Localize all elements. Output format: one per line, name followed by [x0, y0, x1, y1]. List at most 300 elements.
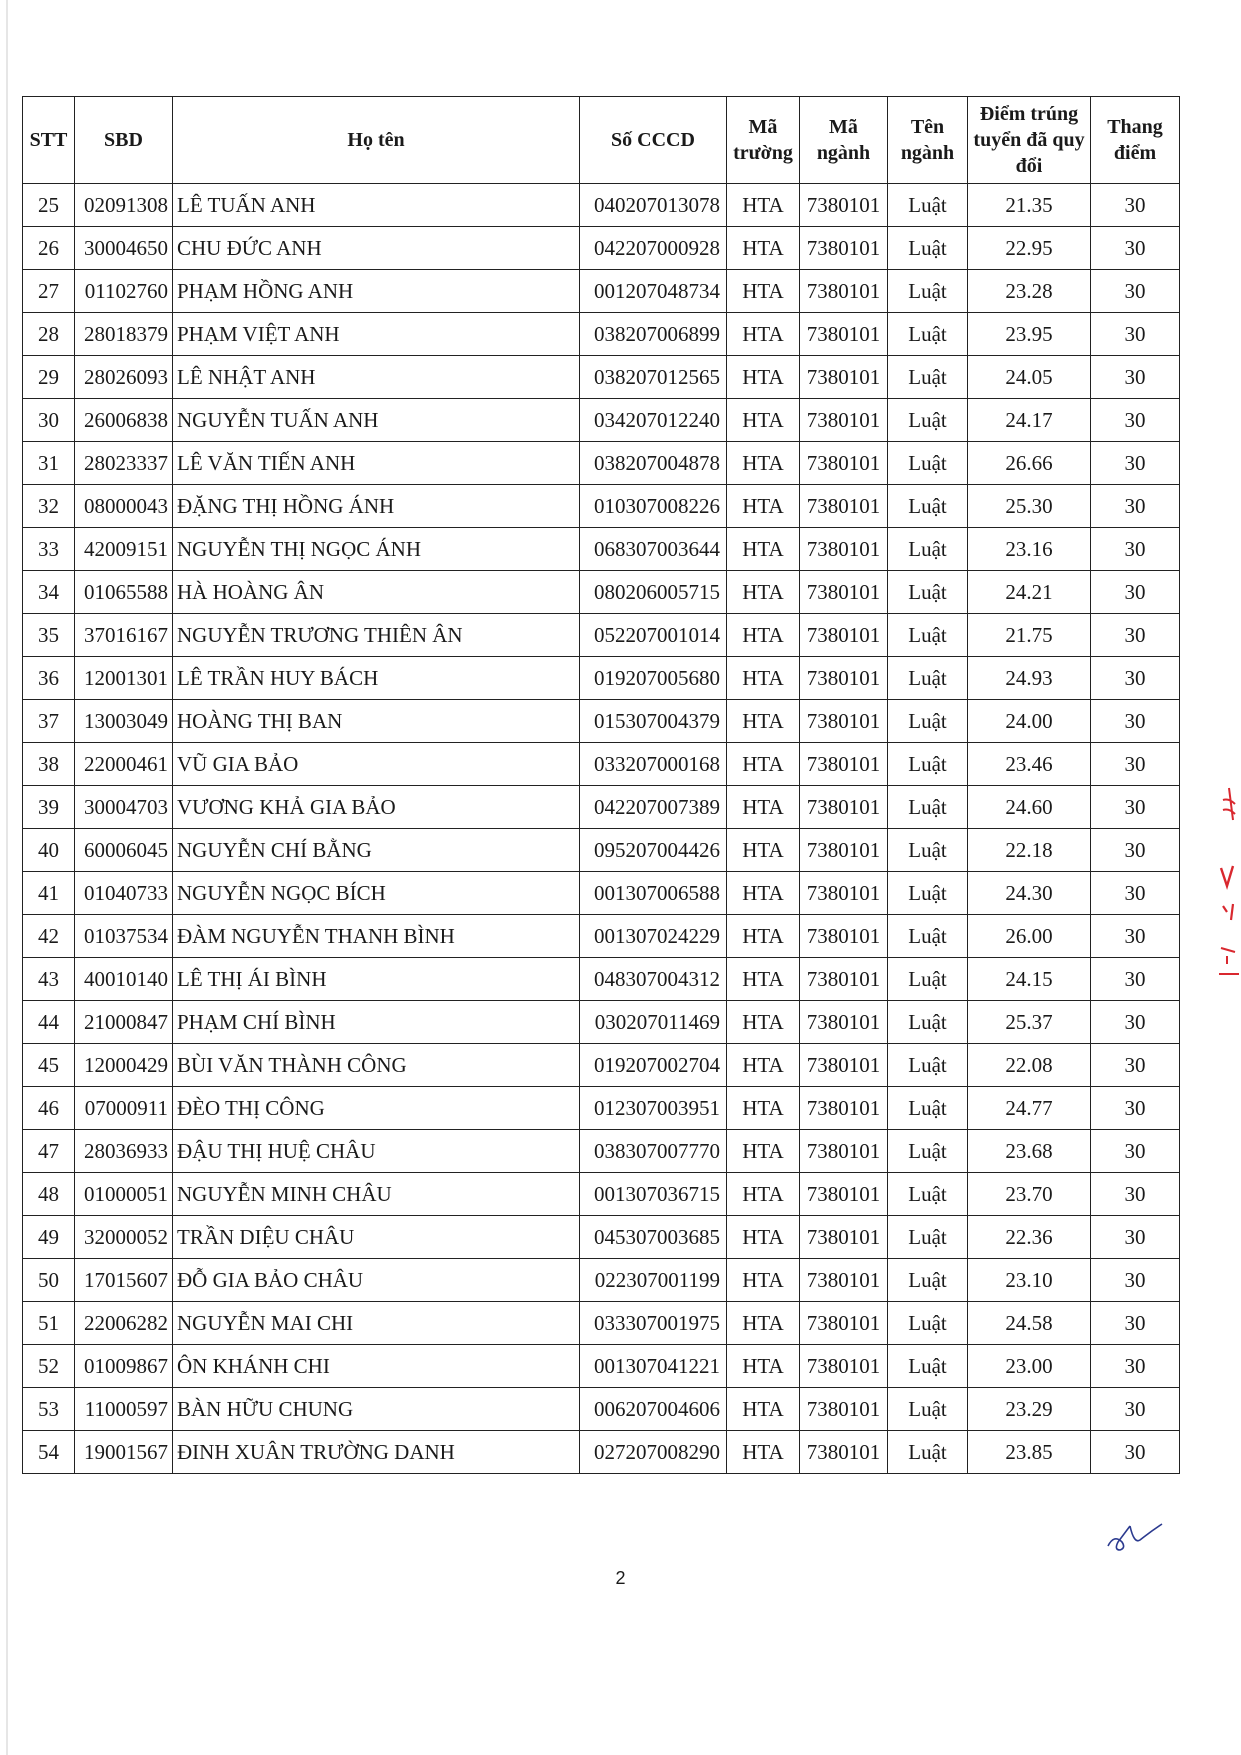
cell-ma-nganh: 7380101 — [800, 657, 888, 700]
cell-thang-diem: 30 — [1091, 1087, 1180, 1130]
cell-stt: 26 — [23, 227, 75, 270]
cell-ma-truong: HTA — [727, 786, 800, 829]
cell-diem: 23.85 — [968, 1431, 1091, 1474]
cell-thang-diem: 30 — [1091, 872, 1180, 915]
cell-ma-nganh: 7380101 — [800, 1302, 888, 1345]
cell-ho-ten: VŨ GIA BẢO — [173, 743, 580, 786]
cell-sbd: 19001567 — [75, 1431, 173, 1474]
cell-sbd: 30004703 — [75, 786, 173, 829]
cell-diem: 24.30 — [968, 872, 1091, 915]
cell-so-cccd: 042207007389 — [580, 786, 727, 829]
cell-thang-diem: 30 — [1091, 1216, 1180, 1259]
cell-so-cccd: 001307024229 — [580, 915, 727, 958]
cell-ten-nganh: Luật — [888, 743, 968, 786]
cell-stt: 29 — [23, 356, 75, 399]
cell-diem: 26.66 — [968, 442, 1091, 485]
cell-diem: 21.75 — [968, 614, 1091, 657]
cell-so-cccd: 033207000168 — [580, 743, 727, 786]
cell-sbd: 28023337 — [75, 442, 173, 485]
admission-results-table — [22, 96, 1180, 1474]
cell-ho-ten: NGUYỄN CHÍ BẰNG — [173, 829, 580, 872]
cell-ma-nganh: 7380101 — [800, 184, 888, 227]
cell-thang-diem: 30 — [1091, 786, 1180, 829]
cell-ma-truong: HTA — [727, 958, 800, 1001]
cell-ma-nganh: 7380101 — [800, 1173, 888, 1216]
cell-stt: 27 — [23, 270, 75, 313]
cell-ten-nganh: Luật — [888, 1431, 968, 1474]
cell-ten-nganh: Luật — [888, 786, 968, 829]
cell-ho-ten: NGUYỄN MINH CHÂU — [173, 1173, 580, 1216]
cell-ten-nganh: Luật — [888, 614, 968, 657]
cell-ma-truong: HTA — [727, 227, 800, 270]
cell-ma-truong: HTA — [727, 614, 800, 657]
cell-so-cccd: 030207011469 — [580, 1001, 727, 1044]
cell-so-cccd: 001207048734 — [580, 270, 727, 313]
cell-ma-truong: HTA — [727, 1087, 800, 1130]
cell-thang-diem: 30 — [1091, 571, 1180, 614]
cell-sbd: 01040733 — [75, 872, 173, 915]
cell-ten-nganh: Luật — [888, 1087, 968, 1130]
cell-ho-ten: ĐỖ GIA BẢO CHÂU — [173, 1259, 580, 1302]
cell-diem: 24.60 — [968, 786, 1091, 829]
cell-ho-ten: LÊ TRẦN HUY BÁCH — [173, 657, 580, 700]
cell-diem: 24.58 — [968, 1302, 1091, 1345]
cell-sbd: 26006838 — [75, 399, 173, 442]
cell-ten-nganh: Luật — [888, 872, 968, 915]
cell-ma-nganh: 7380101 — [800, 399, 888, 442]
cell-ten-nganh: Luật — [888, 485, 968, 528]
cell-so-cccd: 038207012565 — [580, 356, 727, 399]
cell-sbd: 11000597 — [75, 1388, 173, 1431]
table-row — [23, 184, 1180, 227]
cell-diem: 22.08 — [968, 1044, 1091, 1087]
cell-ho-ten: ĐẬU THỊ HUỆ CHÂU — [173, 1130, 580, 1173]
cell-stt: 34 — [23, 571, 75, 614]
cell-ma-truong: HTA — [727, 1173, 800, 1216]
cell-ma-nganh: 7380101 — [800, 270, 888, 313]
cell-ma-nganh: 7380101 — [800, 786, 888, 829]
cell-ma-truong: HTA — [727, 915, 800, 958]
cell-ma-nganh: 7380101 — [800, 829, 888, 872]
cell-diem: 26.00 — [968, 915, 1091, 958]
cell-ma-truong: HTA — [727, 313, 800, 356]
table-row — [23, 915, 1180, 958]
cell-ma-nganh: 7380101 — [800, 313, 888, 356]
cell-stt: 41 — [23, 872, 75, 915]
cell-so-cccd: 006207004606 — [580, 1388, 727, 1431]
cell-ten-nganh: Luật — [888, 313, 968, 356]
cell-so-cccd: 038207004878 — [580, 442, 727, 485]
cell-ten-nganh: Luật — [888, 227, 968, 270]
page-number: 2 — [615, 1568, 626, 1588]
cell-ten-nganh: Luật — [888, 270, 968, 313]
cell-ten-nganh: Luật — [888, 1302, 968, 1345]
table-row — [23, 872, 1180, 915]
cell-ten-nganh: Luật — [888, 829, 968, 872]
cell-so-cccd: 095207004426 — [580, 829, 727, 872]
cell-thang-diem: 30 — [1091, 399, 1180, 442]
cell-ma-nganh: 7380101 — [800, 1431, 888, 1474]
cell-ma-truong: HTA — [727, 571, 800, 614]
cell-so-cccd: 015307004379 — [580, 700, 727, 743]
cell-ho-ten: CHU ĐỨC ANH — [173, 227, 580, 270]
cell-ma-truong: HTA — [727, 1216, 800, 1259]
cell-ma-truong: HTA — [727, 270, 800, 313]
table-row — [23, 227, 1180, 270]
table-row — [23, 743, 1180, 786]
header-ten-nganh: Tên ngành — [888, 97, 968, 184]
cell-ho-ten: ĐÈO THỊ CÔNG — [173, 1087, 580, 1130]
table-row — [23, 657, 1180, 700]
cell-diem: 22.36 — [968, 1216, 1091, 1259]
cell-ten-nganh: Luật — [888, 657, 968, 700]
cell-so-cccd: 019207005680 — [580, 657, 727, 700]
cell-stt: 37 — [23, 700, 75, 743]
cell-stt: 50 — [23, 1259, 75, 1302]
cell-ten-nganh: Luật — [888, 356, 968, 399]
cell-ma-truong: HTA — [727, 1044, 800, 1087]
cell-thang-diem: 30 — [1091, 356, 1180, 399]
cell-ho-ten: NGUYỄN TUẤN ANH — [173, 399, 580, 442]
cell-sbd: 22000461 — [75, 743, 173, 786]
cell-diem: 25.37 — [968, 1001, 1091, 1044]
cell-diem: 21.35 — [968, 184, 1091, 227]
cell-sbd: 42009151 — [75, 528, 173, 571]
cell-diem: 25.30 — [968, 485, 1091, 528]
cell-ma-nganh: 7380101 — [800, 528, 888, 571]
table-body — [23, 184, 1180, 1474]
cell-thang-diem: 30 — [1091, 958, 1180, 1001]
cell-thang-diem: 30 — [1091, 442, 1180, 485]
cell-thang-diem: 30 — [1091, 1130, 1180, 1173]
header-sbd: SBD — [75, 97, 173, 184]
cell-thang-diem: 30 — [1091, 829, 1180, 872]
cell-stt: 46 — [23, 1087, 75, 1130]
cell-sbd: 17015607 — [75, 1259, 173, 1302]
cell-so-cccd: 038307007770 — [580, 1130, 727, 1173]
table-row — [23, 1216, 1180, 1259]
cell-ten-nganh: Luật — [888, 1001, 968, 1044]
cell-sbd: 13003049 — [75, 700, 173, 743]
cell-ho-ten: BÙI VĂN THÀNH CÔNG — [173, 1044, 580, 1087]
cell-ma-nganh: 7380101 — [800, 700, 888, 743]
cell-sbd: 01037534 — [75, 915, 173, 958]
header-diem: Điểm trúng tuyển đã quy đổi — [968, 97, 1091, 184]
cell-thang-diem: 30 — [1091, 1173, 1180, 1216]
header-ma-nganh: Mã ngành — [800, 97, 888, 184]
cell-so-cccd: 042207000928 — [580, 227, 727, 270]
results-sheet — [22, 96, 1179, 1474]
cell-so-cccd: 033307001975 — [580, 1302, 727, 1345]
cell-so-cccd: 012307003951 — [580, 1087, 727, 1130]
cell-ma-truong: HTA — [727, 743, 800, 786]
table-row — [23, 1087, 1180, 1130]
cell-thang-diem: 30 — [1091, 1044, 1180, 1087]
header-so-cccd: Số CCCD — [580, 97, 727, 184]
table-row — [23, 1130, 1180, 1173]
cell-ma-truong: HTA — [727, 1259, 800, 1302]
table-row — [23, 958, 1180, 1001]
cell-ho-ten: TRẦN DIỆU CHÂU — [173, 1216, 580, 1259]
cell-sbd: 08000043 — [75, 485, 173, 528]
cell-thang-diem: 30 — [1091, 1259, 1180, 1302]
cell-diem: 24.17 — [968, 399, 1091, 442]
cell-ma-truong: HTA — [727, 872, 800, 915]
cell-thang-diem: 30 — [1091, 184, 1180, 227]
cell-diem: 23.00 — [968, 1345, 1091, 1388]
cell-ho-ten: LÊ TUẤN ANH — [173, 184, 580, 227]
cell-stt: 25 — [23, 184, 75, 227]
cell-sbd: 22006282 — [75, 1302, 173, 1345]
cell-ma-nganh: 7380101 — [800, 1044, 888, 1087]
cell-ma-nganh: 7380101 — [800, 872, 888, 915]
cell-ho-ten: VƯƠNG KHẢ GIA BẢO — [173, 786, 580, 829]
cell-ten-nganh: Luật — [888, 571, 968, 614]
cell-thang-diem: 30 — [1091, 915, 1180, 958]
cell-so-cccd: 080206005715 — [580, 571, 727, 614]
cell-sbd: 21000847 — [75, 1001, 173, 1044]
table-row — [23, 485, 1180, 528]
header-thang-diem: Thang điểm — [1091, 97, 1180, 184]
cell-sbd: 01000051 — [75, 1173, 173, 1216]
cell-stt: 33 — [23, 528, 75, 571]
cell-diem: 23.46 — [968, 743, 1091, 786]
cell-ma-nganh: 7380101 — [800, 1216, 888, 1259]
table-row — [23, 1044, 1180, 1087]
cell-ten-nganh: Luật — [888, 915, 968, 958]
cell-stt: 42 — [23, 915, 75, 958]
table-row — [23, 786, 1180, 829]
table-row — [23, 313, 1180, 356]
cell-stt: 53 — [23, 1388, 75, 1431]
cell-ten-nganh: Luật — [888, 1216, 968, 1259]
scan-edge — [6, 0, 8, 1755]
cell-ho-ten: BÀN HỮU CHUNG — [173, 1388, 580, 1431]
cell-ma-nganh: 7380101 — [800, 958, 888, 1001]
cell-stt: 38 — [23, 743, 75, 786]
cell-ma-truong: HTA — [727, 1345, 800, 1388]
cell-diem: 22.18 — [968, 829, 1091, 872]
cell-ho-ten: ĐINH XUÂN TRƯỜNG DANH — [173, 1431, 580, 1474]
cell-ten-nganh: Luật — [888, 1173, 968, 1216]
cell-sbd: 07000911 — [75, 1087, 173, 1130]
cell-ma-truong: HTA — [727, 1001, 800, 1044]
cell-thang-diem: 30 — [1091, 1001, 1180, 1044]
cell-stt: 28 — [23, 313, 75, 356]
cell-diem: 23.70 — [968, 1173, 1091, 1216]
cell-ma-nganh: 7380101 — [800, 1130, 888, 1173]
cell-ma-nganh: 7380101 — [800, 1001, 888, 1044]
cell-ma-truong: HTA — [727, 1388, 800, 1431]
cell-diem: 23.68 — [968, 1130, 1091, 1173]
cell-so-cccd: 010307008226 — [580, 485, 727, 528]
cell-ma-nganh: 7380101 — [800, 614, 888, 657]
cell-thang-diem: 30 — [1091, 1388, 1180, 1431]
cell-ho-ten: PHẠM VIỆT ANH — [173, 313, 580, 356]
cell-ma-truong: HTA — [727, 528, 800, 571]
cell-ho-ten: ĐẶNG THỊ HỒNG ÁNH — [173, 485, 580, 528]
cell-ten-nganh: Luật — [888, 700, 968, 743]
cell-sbd: 12001301 — [75, 657, 173, 700]
cell-ma-truong: HTA — [727, 1130, 800, 1173]
cell-ma-nganh: 7380101 — [800, 1345, 888, 1388]
cell-ten-nganh: Luật — [888, 1388, 968, 1431]
cell-stt: 44 — [23, 1001, 75, 1044]
table-row — [23, 270, 1180, 313]
cell-sbd: 01009867 — [75, 1345, 173, 1388]
cell-ho-ten: NGUYỄN NGỌC BÍCH — [173, 872, 580, 915]
cell-ma-truong: HTA — [727, 829, 800, 872]
table-row — [23, 1259, 1180, 1302]
cell-ten-nganh: Luật — [888, 184, 968, 227]
table-row — [23, 829, 1180, 872]
table-row — [23, 700, 1180, 743]
cell-diem: 23.95 — [968, 313, 1091, 356]
table-row — [23, 399, 1180, 442]
cell-ma-truong: HTA — [727, 1431, 800, 1474]
cell-stt: 45 — [23, 1044, 75, 1087]
cell-ten-nganh: Luật — [888, 442, 968, 485]
cell-diem: 24.93 — [968, 657, 1091, 700]
table-row — [23, 1173, 1180, 1216]
cell-so-cccd: 001307006588 — [580, 872, 727, 915]
cell-ten-nganh: Luật — [888, 1044, 968, 1087]
cell-sbd: 40010140 — [75, 958, 173, 1001]
table-row — [23, 1431, 1180, 1474]
cell-thang-diem: 30 — [1091, 700, 1180, 743]
cell-sbd: 32000052 — [75, 1216, 173, 1259]
cell-ho-ten: ÔN KHÁNH CHI — [173, 1345, 580, 1388]
table-row — [23, 1302, 1180, 1345]
cell-ho-ten: NGUYỄN MAI CHI — [173, 1302, 580, 1345]
cell-stt: 49 — [23, 1216, 75, 1259]
cell-ho-ten: NGUYỄN TRƯƠNG THIÊN ÂN — [173, 614, 580, 657]
cell-ma-nganh: 7380101 — [800, 356, 888, 399]
cell-ho-ten: PHẠM CHÍ BÌNH — [173, 1001, 580, 1044]
cell-sbd: 12000429 — [75, 1044, 173, 1087]
cell-so-cccd: 052207001014 — [580, 614, 727, 657]
cell-ho-ten: NGUYỄN THỊ NGỌC ÁNH — [173, 528, 580, 571]
cell-ma-nganh: 7380101 — [800, 442, 888, 485]
cell-ho-ten: HOÀNG THỊ BAN — [173, 700, 580, 743]
table-row — [23, 528, 1180, 571]
table-row — [23, 442, 1180, 485]
cell-thang-diem: 30 — [1091, 1431, 1180, 1474]
cell-thang-diem: 30 — [1091, 227, 1180, 270]
cell-diem: 24.00 — [968, 700, 1091, 743]
cell-sbd: 37016167 — [75, 614, 173, 657]
cell-thang-diem: 30 — [1091, 485, 1180, 528]
cell-ma-truong: HTA — [727, 657, 800, 700]
table-row — [23, 356, 1180, 399]
cell-sbd: 28026093 — [75, 356, 173, 399]
cell-sbd: 01065588 — [75, 571, 173, 614]
cell-so-cccd: 001307041221 — [580, 1345, 727, 1388]
header-ho-ten: Họ tên — [173, 97, 580, 184]
cell-so-cccd: 019207002704 — [580, 1044, 727, 1087]
table-row — [23, 614, 1180, 657]
cell-sbd: 28018379 — [75, 313, 173, 356]
cell-so-cccd: 045307003685 — [580, 1216, 727, 1259]
cell-stt: 32 — [23, 485, 75, 528]
cell-ma-truong: HTA — [727, 485, 800, 528]
cell-ma-truong: HTA — [727, 399, 800, 442]
cell-ma-nganh: 7380101 — [800, 485, 888, 528]
cell-ten-nganh: Luật — [888, 399, 968, 442]
cell-thang-diem: 30 — [1091, 614, 1180, 657]
cell-thang-diem: 30 — [1091, 270, 1180, 313]
cell-sbd: 28036933 — [75, 1130, 173, 1173]
cell-ten-nganh: Luật — [888, 958, 968, 1001]
cell-diem: 23.28 — [968, 270, 1091, 313]
cell-thang-diem: 30 — [1091, 743, 1180, 786]
cell-thang-diem: 30 — [1091, 1345, 1180, 1388]
cell-so-cccd: 027207008290 — [580, 1431, 727, 1474]
cell-ma-nganh: 7380101 — [800, 915, 888, 958]
cell-sbd: 01102760 — [75, 270, 173, 313]
cell-ho-ten: PHẠM HỒNG ANH — [173, 270, 580, 313]
cell-ma-nganh: 7380101 — [800, 571, 888, 614]
cell-stt: 52 — [23, 1345, 75, 1388]
cell-ma-truong: HTA — [727, 700, 800, 743]
cell-stt: 40 — [23, 829, 75, 872]
cell-ma-truong: HTA — [727, 442, 800, 485]
cell-so-cccd: 040207013078 — [580, 184, 727, 227]
cell-stt: 31 — [23, 442, 75, 485]
margin-marks — [1215, 780, 1241, 1010]
cell-stt: 48 — [23, 1173, 75, 1216]
cell-sbd: 30004650 — [75, 227, 173, 270]
signature — [1100, 1520, 1170, 1556]
cell-diem: 24.15 — [968, 958, 1091, 1001]
cell-so-cccd: 022307001199 — [580, 1259, 727, 1302]
cell-diem: 24.21 — [968, 571, 1091, 614]
cell-diem: 24.77 — [968, 1087, 1091, 1130]
cell-ma-nganh: 7380101 — [800, 1087, 888, 1130]
cell-diem: 23.16 — [968, 528, 1091, 571]
header-ma-truong: Mã trường — [727, 97, 800, 184]
cell-ho-ten: HÀ HOÀNG ÂN — [173, 571, 580, 614]
cell-so-cccd: 048307004312 — [580, 958, 727, 1001]
cell-stt: 35 — [23, 614, 75, 657]
cell-so-cccd: 068307003644 — [580, 528, 727, 571]
cell-ma-truong: HTA — [727, 356, 800, 399]
cell-ma-truong: HTA — [727, 1302, 800, 1345]
cell-ho-ten: ĐÀM NGUYỄN THANH BÌNH — [173, 915, 580, 958]
cell-thang-diem: 30 — [1091, 313, 1180, 356]
cell-stt: 39 — [23, 786, 75, 829]
cell-so-cccd: 038207006899 — [580, 313, 727, 356]
cell-thang-diem: 30 — [1091, 657, 1180, 700]
cell-so-cccd: 034207012240 — [580, 399, 727, 442]
table-header-row — [23, 97, 1180, 184]
cell-stt: 36 — [23, 657, 75, 700]
cell-ten-nganh: Luật — [888, 1345, 968, 1388]
cell-stt: 54 — [23, 1431, 75, 1474]
cell-diem: 22.95 — [968, 227, 1091, 270]
cell-stt: 47 — [23, 1130, 75, 1173]
cell-ten-nganh: Luật — [888, 1130, 968, 1173]
header-stt: STT — [23, 97, 75, 184]
table-row — [23, 1001, 1180, 1044]
cell-ten-nganh: Luật — [888, 528, 968, 571]
cell-ma-nganh: 7380101 — [800, 743, 888, 786]
cell-ma-nganh: 7380101 — [800, 1388, 888, 1431]
cell-stt: 43 — [23, 958, 75, 1001]
cell-sbd: 02091308 — [75, 184, 173, 227]
cell-thang-diem: 30 — [1091, 1302, 1180, 1345]
table-row — [23, 1388, 1180, 1431]
